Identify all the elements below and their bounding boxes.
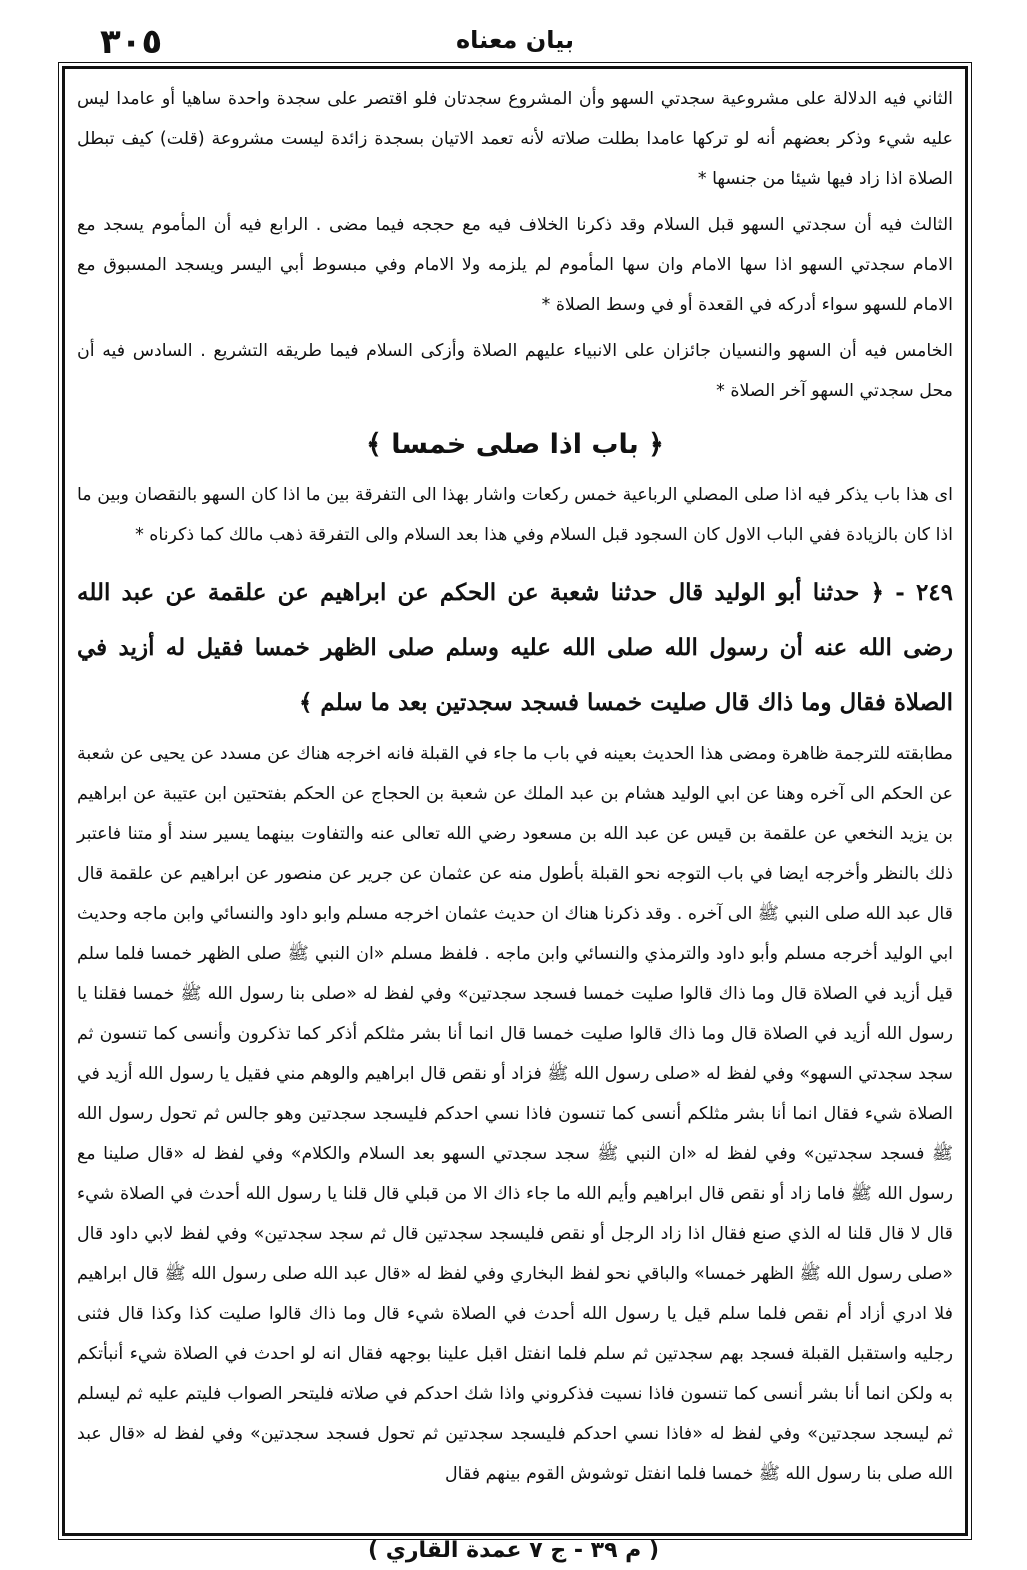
hadith-number: ٢٤٩ [915,579,953,606]
running-title: بيان معناه [455,26,575,54]
chapter-intro: اى هذا باب يذكر فيه اذا صلى المصلي الرباعية خمس ركعات واشار بهذا الى التفرقة بين ما اذا كان السهو بالنقصان وبين ما اذا كان بالزيادة ففي الباب الاول كان السجود قبل السلام وفي هذا بعد السلام والى التفرقة ذهب مالك كما ذكرناه * [77,485,953,545]
chapter-heading: ﴿ باب اذا صلى خمسا ﴾ [365,429,664,460]
footer-signature: ( م ٣٩ - ج ٧ عمدة القاري ) [368,1538,659,1563]
text-frame [62,66,968,1536]
section-second: الثاني فيه الدلالة على مشروعية سجدتي السهو وأن المشروع سجدتان فلو اقتصر على سجدة واحدة ساهيا أو عامدا ليس عليه شيء وذكر بعضهم أنه لو تركها عامدا بطلت صلاته لأنه تعمد الاتيان بسجدة زائدة ليست مشروعة (قلت) كيف تبطل الصلاة اذا زاد فيها شيئا من جنسها * [77,89,953,189]
page-header [60,22,970,66]
page-number: ٣٠٥ [100,22,163,62]
hadith-text: ٢٤٩ - ﴿ حدثنا أبو الوليد قال حدثنا شعبة عن الحكم عن ابراهيم عن علقمة عن عبد الله رضى الله عنه أن رسول الله صلى الله عليه وسلم صلى الظهر خمسا فقيل له أزيد في الصلاة فقال وما ذاك قال صليت خمسا فسجد سجدتين بعد ما سلم ﴾ [77,579,953,716]
commentary: مطابقته للترجمة ظاهرة ومضى هذا الحديث بعينه في باب ما جاء في القبلة فانه اخرجه هناك عن مسدد عن يحيى عن شعبة عن الحكم الى آخره وهنا عن ابي الوليد هشام بن عبد الملك عن شعبة بن الحجاج عن الحكم بفتحتين ابن عتيبة عن ابراهيم بن يزيد النخعي عن علقمة بن قيس عن عبد الله بن مسعود رضي الله تعالى عنه والتفاوت بينهما يسير سند أو متنا فاعتبر ذلك بالنظر وأخرجه ايضا في باب التوجه نحو القبلة بأطول منه عن عثمان عن جرير عن منصور عن ابراهيم عن علقمة قال قال عبد الله صلى النبي ﷺ الى آخره . وقد ذكرنا هناك ان حديث عثمان اخرجه مسلم وابو داود والنسائي وابن ماجه وحديث ابي الوليد أخرجه مسلم وأبو داود والترمذي والنسائي وابن ماجه . فلفظ مسلم «ان النبي ﷺ صلى الظهر خمسا فلما سلم قيل أزيد في الصلاة قال وما ذاك قالوا صليت خمسا فسجد سجدتين» وفي لفظ له «صلى بنا رسول الله ﷺ خمسا فقلنا يا رسول الله أزيد في الصلاة قال وما ذاك قالوا صليت خمسا قال انما أنا بشر مثلكم أذكر كما تذكرون وأنسى كما تنسون ثم سجد سجدتي السهو» وفي لفظ له «صلى رسول الله ﷺ فزاد أو نقص قال ابراهيم والوهم مني فقيل يا رسول الله أزيد في الصلاة شيء فقال انما أنا بشر مثلكم أنسى كما تنسون فاذا نسي احدكم فليسجد سجدتين وهو جالس ثم تحول رسول الله ﷺ فسجد سجدتين» وفي لفظ له «ان النبي ﷺ سجد سجدتي السهو بعد السلام والكلام» وفي لفظ له «قال صلينا مع رسول الله ﷺ فاما زاد أو نقص قال ابراهيم وأيم الله ما جاء ذاك الا من قبلي قال قلنا يا رسول الله أحدث في الصلاة شيء قال لا قال قلنا له الذي صنع فقال اذا زاد الرجل أو نقص فليسجد سجدتين قال ثم سجد سجدتين» وفي لفظ لابي داود قال «صلى رسول الله ﷺ الظهر خمسا» والباقي نحو لفظ البخاري وفي لفظ له «قال عبد الله صلى رسول الله ﷺ قال ابراهيم فلا ادري أزاد أم نقص فلما سلم قيل يا رسول الله أحدث في الصلاة شيء قال وما ذاك قالوا صليت كذا وكذا قال فثنى رجليه واستقبل القبلة فسجد بهم سجدتين ثم سلم فلما انفتل اقبل علينا بوجهه فقال انه لو احدث في الصلاة شيء أنبأتكم به ولكن انما أنا بشر أنسى كما تنسون فاذا نسيت فذكروني واذا شك احدكم في صلاته فليتحر الصواب فليتم عليه ثم ليسلم ثم ليسجد سجدتين» وفي لفظ له «فاذا نسي احدكم فليسجد سجدتين ثم تحول فسجد سجدتين» وفي لفظ له «قال عبد الله صلى بنا رسول الله ﷺ خمسا فلما انفتل توشوش القوم بينهم فقال [77,744,953,1484]
section-third-fourth: الثالث فيه أن سجدتي السهو قبل السلام وقد ذكرنا الخلاف فيه مع حججه فيما مضى . الرابع فيه أن المأموم يسجد مع الامام سجدتي السهو اذا سها الامام وان سها المأموم لم يلزمه ولا الامام وفي مبسوط أبي اليسر ويسجد المسبوق مع الامام للسهو سواء أدركه في القعدة أو في وسط الصلاة * [77,215,953,315]
section-fifth-sixth: الخامس فيه أن السهو والنسيان جائزان على الانبياء عليهم الصلاة وأزكى السلام فيما طريقه التشريع . السادس فيه أن محل سجدتي السهو آخر الصلاة * [77,341,953,401]
hadith-body: ﴿ حدثنا أبو الوليد قال حدثنا شعبة عن الحكم عن ابراهيم عن علقمة عن عبد الله رضى الله عنه أن رسول الله صلى الله عليه وسلم صلى الظهر خمسا فقيل له أزيد في الصلاة فقال وما ذاك قال صليت خمسا فسجد سجدتين بعد ما سلم ﴾ [77,579,953,716]
